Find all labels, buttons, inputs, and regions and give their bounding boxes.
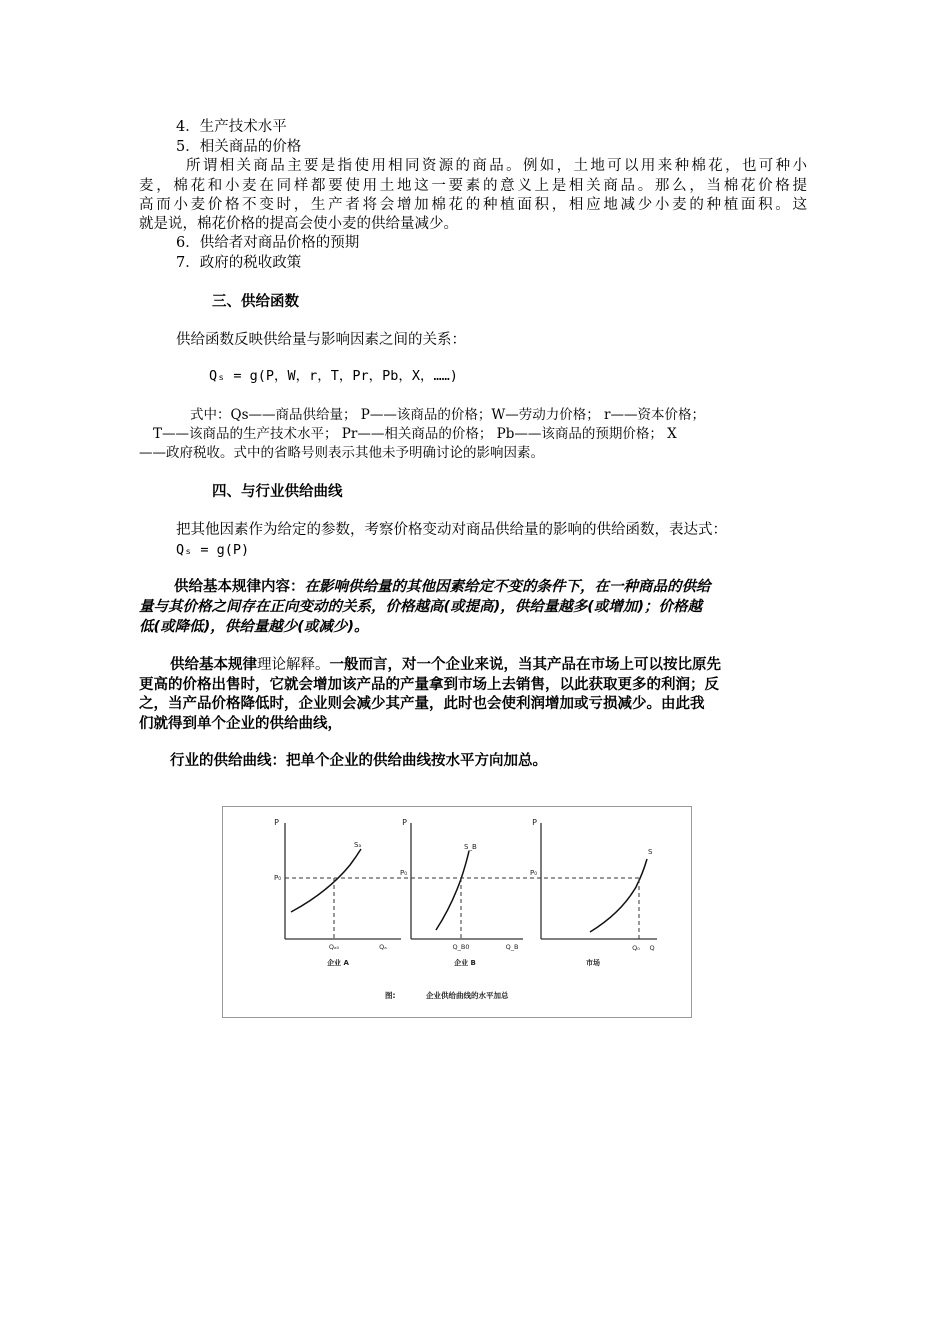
q-axis-label: Q [649, 944, 655, 952]
formula-note-line: T——该商品的生产技术水平； Pr——相关商品的价格； Pb——该商品的预期价格； X [153, 426, 677, 442]
supply-law-label: 供给基本规律内容： [174, 579, 305, 595]
market-supply-curve [590, 859, 647, 932]
supply-curve-b [436, 851, 469, 930]
list-item-4: 4．生产技术水平 [176, 119, 287, 135]
p-axis-label: P [532, 818, 537, 827]
theory-label-suffix: 理论解释。 [257, 657, 330, 673]
paragraph-line: 高而小麦价格不变时，生产者将会增加棉花的种植面积，相应地减少小麦的种植面积。这 [139, 197, 807, 213]
panel-market [530, 818, 657, 967]
q0-label: Qₐ₀ [328, 943, 340, 951]
figure-caption: 企业供给曲线的水平加总 [426, 991, 509, 1000]
q0-label: Q₀ [632, 944, 640, 952]
p0-label: P₀ [529, 869, 537, 877]
industry-supply-line: 行业的供给曲线：把单个企业的供给曲线按水平方向加总。 [170, 753, 547, 769]
curve-label: S [648, 848, 653, 856]
theory-line [170, 655, 721, 675]
q-axis-label: Q_B [505, 943, 519, 951]
q0-label: Q_B0 [452, 943, 470, 951]
theory-text: 一般而言，对一个企业来说，当其产品在市场上可以按比原先 [329, 657, 721, 673]
supply-law-line: 量与其价格之间存在正向变动的关系，价格越高(或提高)，供给量越多(或增加)；价格越 [139, 599, 703, 615]
formula-note-line: 式中：Qs——商品供给量； P——该商品的价格；W—劳动力价格； r——资本价格； [190, 407, 705, 423]
p0-label: P₀ [273, 874, 281, 882]
panel-firm-a [274, 818, 401, 967]
list-item-7: 7．政府的税收政策 [176, 255, 302, 271]
list-item-5: 5．相关商品的价格 [176, 139, 302, 155]
curve-label: Sₐ [354, 841, 362, 849]
supply-law-text: 在影响供给量的其他因素给定不变的条件下，在一种商品的供给 [304, 579, 711, 595]
supply-law-line [174, 577, 711, 597]
list-item-6: 6．供给者对商品价格的预期 [176, 235, 360, 251]
theory-line: 之，当产品价格降低时，企业则会减少其产量，此时也会使利润增加或亏损减少。由此我 [139, 696, 705, 712]
supply-aggregation-figure [222, 806, 692, 1018]
curve-label: S_B [464, 843, 477, 851]
figure-svg [223, 807, 691, 1017]
figure-caption-prefix: 图: [385, 991, 396, 1000]
supply-function-formula: Qₛ = g(P，W，r，T，Pr，Pb，X，……) [209, 368, 458, 384]
p0-label: P₀ [399, 869, 407, 877]
section-heading: 四、与行业供给曲线 [212, 484, 343, 500]
q-axis-label: Qₐ [379, 943, 387, 951]
panel-caption: 企业 B [454, 959, 476, 967]
panel-caption: 企业 A [327, 959, 349, 967]
supply-curve-a [291, 849, 361, 912]
formula-note-line: ——政府税收。式中的省略号则表示其他未予明确讨论的影响因素。 [139, 445, 544, 461]
panel-caption: 市场 [586, 959, 600, 967]
supply-law-line: 低(或降低)，供给量越少(或减少)。 [139, 619, 369, 635]
p-axis-label: P [274, 818, 279, 827]
panel-firm-b [400, 818, 523, 967]
paragraph-line: 把其他因素作为给定的参数，考察价格变动对商品供给量的影响的供给函数，表达式： [176, 522, 727, 538]
p-axis-label: P [402, 818, 407, 827]
section-heading: 三、供给函数 [212, 294, 299, 310]
theory-line: 更高的价格出售时，它就会增加该产品的产量拿到市场上去销售，以此获取更多的利润；反 [139, 677, 719, 693]
theory-line: 们就得到单个企业的供给曲线， [139, 716, 342, 732]
paragraph-line: 供给函数反映供给量与影响因素之间的关系： [176, 332, 466, 348]
paragraph-line: 就是说，棉花价格的提高会使小麦的供给量减少。 [139, 216, 458, 232]
supply-curve-formula: Qₛ = g(P) [176, 542, 250, 558]
theory-label: 供给基本规律 [170, 657, 257, 673]
paragraph-line: 麦，棉花和小麦在同样都要使用土地这一要素的意义上是相关商品。那么，当棉花价格提 [139, 178, 807, 194]
paragraph-line: 所谓相关商品主要是指使用相同资源的商品。例如，土地可以用来种棉花，也可种小 [186, 158, 807, 174]
